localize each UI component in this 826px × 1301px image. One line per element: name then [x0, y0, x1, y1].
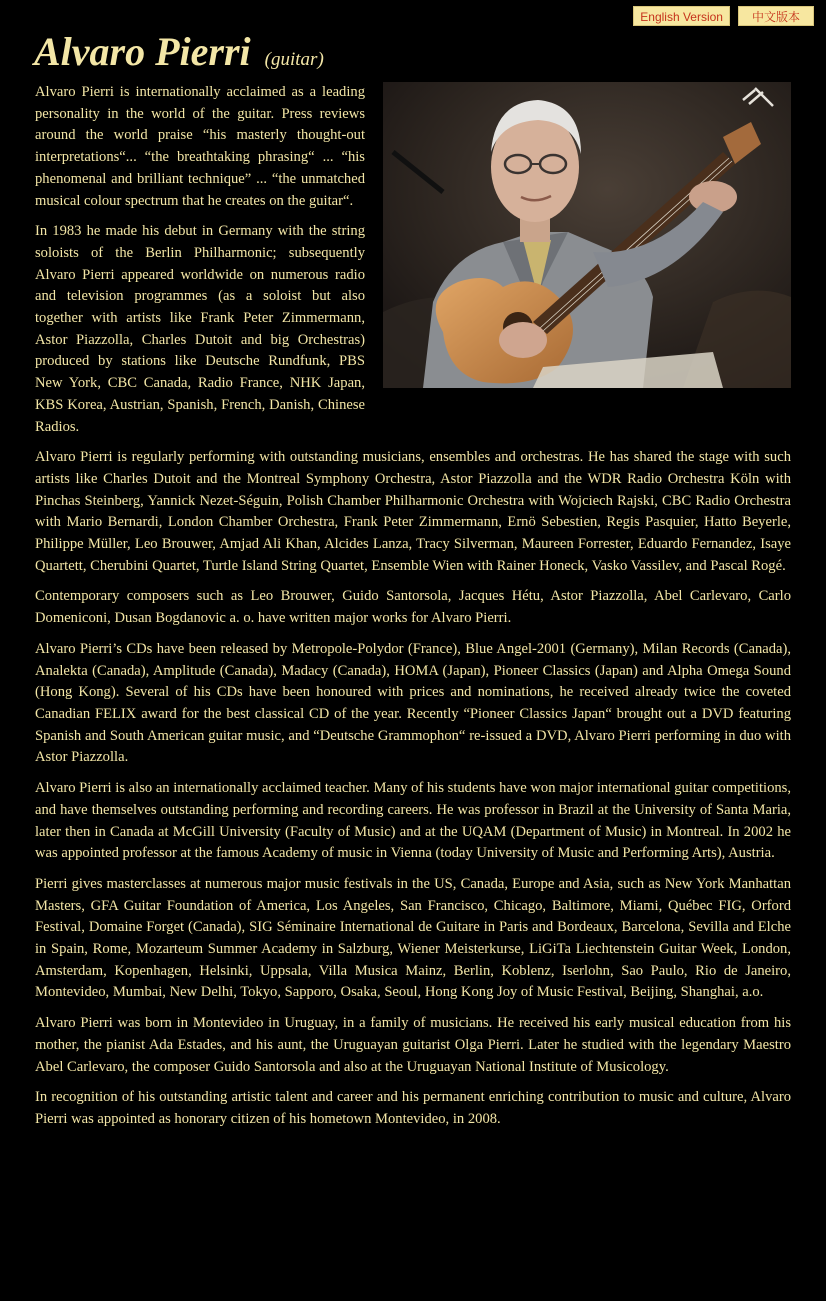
artist-instrument: (guitar) — [264, 49, 324, 70]
bio-paragraph: Alvaro Pierri’s CDs have been released by Metropole-Polydor (France), Blue Angel-2001 (Germany), Milan Records (Canada), Analekta (Canada), Amplitude (Canada), Madacy (Canada), HOMA (Japan), Pioneer Classics (Japan) and Alpha Omega Sound (Hong Kong). Several of his CDs have been honoured with prices and nominations, he received already twice the coveted Canadian FELIX award for the best classical CD of the year. Recently “Pioneer Classics Japan“ brought out a DVD featuring Spanish and South American guitar music, and “Deutsche Grammophon“ re-issued a DVD, Alvaro Pierri performing in duo with Astor Piazzolla. — [35, 640, 791, 766]
page-title — [34, 28, 324, 75]
language-switcher — [633, 6, 814, 26]
chinese-version-button[interactable]: 中文版本 — [738, 6, 814, 26]
bio-paragraph: Contemporary composers such as Leo Brouwer, Guido Santorsola, Jacques Hétu, Astor Piazzolla, Abel Carlevaro, Carlo Domeniconi, Dusan Bogdanovic a. o. have written major works for Alvaro Pierri. — [35, 588, 791, 627]
biography — [35, 82, 791, 1140]
artist-name: Alvaro Pierri — [34, 29, 251, 74]
bio-paragraph: Alvaro Pierri is also an internationally acclaimed teacher. Many of his students have won major international guitar competitions, and have themselves outstanding performing and recording careers. He was professor in Brazil at the University of Santa Maria, later then in Canada at McGill University (Faculty of Music) and at the UQAM (Department of Music) in Montreal. In 2002 he was appointed professor at the famous Academy of music in Vienna (today University of Music and Performing Arts), Austria. — [35, 780, 791, 862]
english-version-button[interactable]: English Version — [633, 6, 730, 26]
bio-paragraph: Alvaro Pierri was born in Montevideo in Uruguay, in a family of musicians. He received his early musical education from his mother, the pianist Ada Estades, and his aunt, the Uruguayan guitarist Olga Pierri. Later he studied with the legendary Maestro Abel Carlevaro, the composer Guido Santorsola and also at the Uruguayan National Institute of Musicology. — [35, 1015, 791, 1075]
guitarist-photo-illustration — [383, 82, 791, 388]
bio-paragraph: In 1983 he made his debut in Germany with the string soloists of the Berlin Philharmonic; subsequently Alvaro Pierri appeared worldwide on numerous radio and television programmes (as a soloist but also together with artists like Frank Peter Zimmermann, Astor Piazzolla, Charles Dutoit and big Orchestras) produced by stations like Deutsche Rundfunk, PBS New York, CBC Canada, Radio France, NHK Japan, KBS Korea, Austrian, Spanish, French, Danish, Chinese Radios. — [35, 223, 365, 435]
bio-paragraph: Alvaro Pierri is regularly performing with outstanding musicians, ensembles and orchestras. He has shared the stage with such artists like Charles Dutoit and the Montreal Symphony Orchestra, Astor Piazzolla and the WDR Radio Orchestra Köln with Pinchas Steinberg, Yannick Nezet-Séguin, Polish Chamber Philharmonic Orchestra with Wojciech Rajski, CBC Radio Orchestra with Mario Bernardi, London Chamber Orchestra, Frank Peter Zimmermann, Ernö Sebestien, Regis Pasquier, Hatto Beyerle, Philippe Müller, Leo Brouwer, Amjad Ali Khan, Alcides Lanza, Tracy Silverman, Maureen Forrester, Eduardo Fernandez, Isaye Quartett, Cherubini Quartet, Turtle Island String Quartet, Ensemble Wien with Rainer Honeck, Vasko Vassilev, and Pascal Rogé. — [35, 449, 791, 574]
bio-paragraph: In recognition of his outstanding artistic talent and career and his permanent enriching contribution to music and culture, Alvaro Pierri was appointed as honorary citizen of his hometown Montevideo, in 2008. — [35, 1089, 791, 1127]
bio-paragraph: Pierri gives masterclasses at numerous major music festivals in the US, Canada, Europe and Asia, such as New York Manhattan Masters, GFA Guitar Foundation of America, Los Angeles, San Francisco, Chicago, Baltimore, Miami, Québec FIG, Orford Festival, Domaine Forget (Canada), SIG Séminaire International de Guitare in Paris and Bordeaux, Barcelona, Sevilla and Elche in Spain, Rome, Mozarteum Summer Academy in Salzburg, Wiener Meisterkurse, LiGiTa Liechtenstein Guitar Week, London, Amsterdam, Kopenhagen, Helsinki, Uppsala, Villa Musica Mainz, Berlin, Koblenz, Iserlohn, Sao Paulo, Rio de Janeiro, Montevideo, Mumbai, New Delhi, Tokyo, Sapporo, Osaka, Seoul, Hong Kong Joy of Music Festival, Beijing, Shanghai, a.o. — [35, 875, 791, 1001]
artist-photo — [383, 82, 791, 388]
bio-paragraph: Alvaro Pierri is internationally acclaimed as a leading personality in the world of the guitar. Press reviews around the world praise “his masterly thought-out interpretations“... “the breathtaking phrasing“ ... “his phenomenal and brilliant technique” ... “the unmatched musical colour spectrum that he creates on the guitar“. — [35, 84, 365, 209]
